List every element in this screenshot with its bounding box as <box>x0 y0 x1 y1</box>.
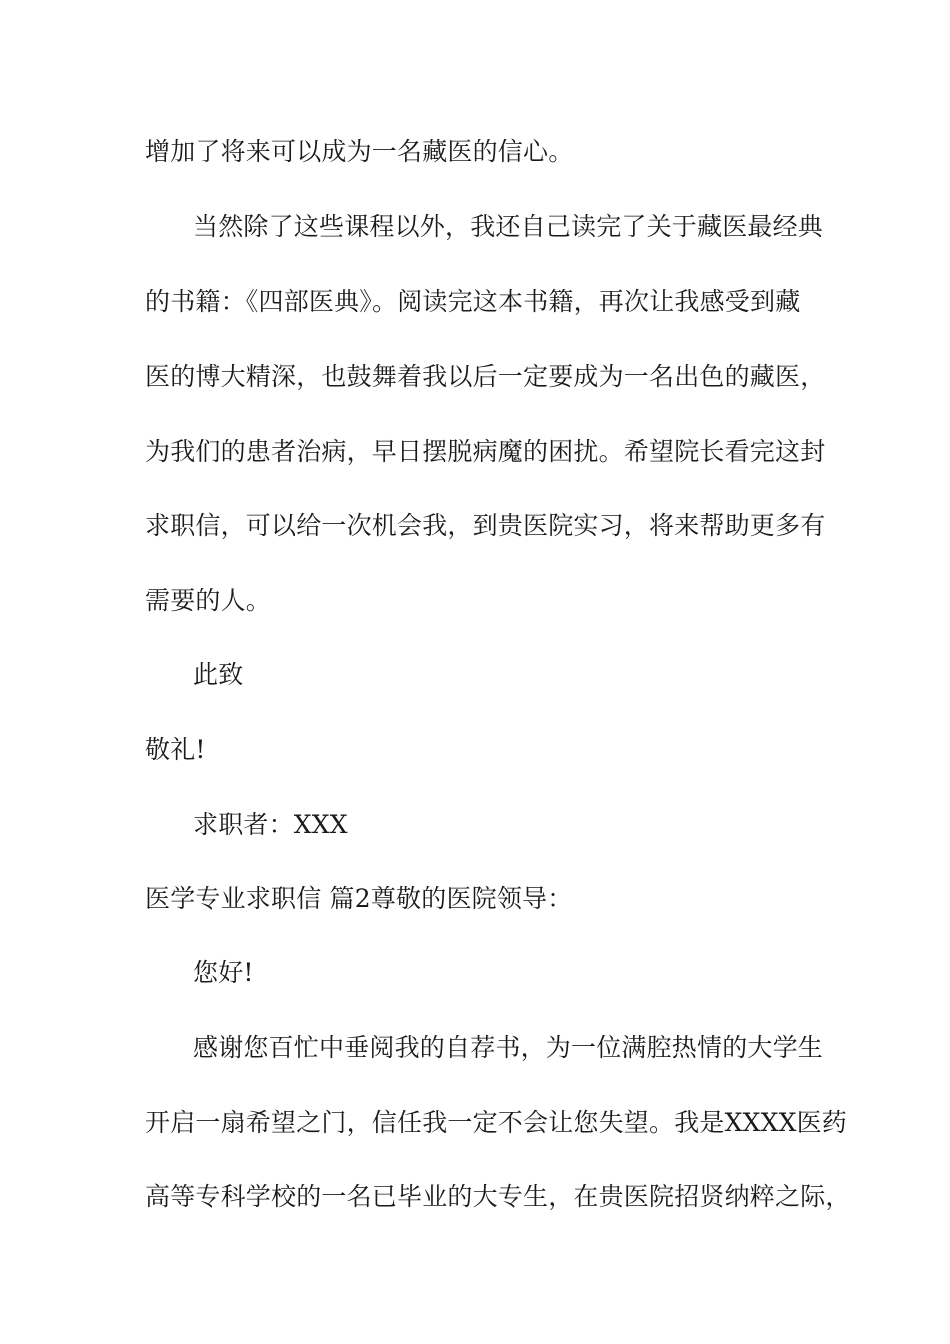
paragraph-line: 当然除了这些课程以外，我还自己读完了关于藏医最经典 <box>193 212 824 241</box>
paragraph-line: 为我们的患者治病，早日摆脱病魔的困扰。希望院长看完这封 <box>145 437 826 466</box>
paragraph-line: 增加了将来可以成为一名藏医的信心。 <box>145 137 574 166</box>
signature-line: 求职者：XXX <box>193 810 348 839</box>
paragraph-line: 的书籍：《四部医典》。阅读完这本书籍，再次让我感受到藏 <box>145 287 801 316</box>
paragraph-line: 高等专科学校的一名已毕业的大专生，在贵医院招贤纳粹之际， <box>145 1182 851 1211</box>
paragraph-line: 感谢您百忙中垂阅我的自荐书，为一位满腔热情的大学生 <box>193 1033 824 1062</box>
greeting: 您好! <box>193 958 254 987</box>
paragraph-line: 求职信，可以给一次机会我，到贵医院实习，将来帮助更多有 <box>145 511 826 540</box>
closing-salutation: 此致 <box>193 660 244 689</box>
paragraph-line: 需要的人。 <box>145 586 272 615</box>
paragraph-line: 医的博大精深，也鼓舞着我以后一定要成为一名出色的藏医， <box>145 362 826 391</box>
closing-regards: 敬礼! <box>145 735 206 764</box>
paragraph-line: 开启一扇希望之门，信任我一定不会让您失望。我是XXXX医药 <box>145 1108 847 1137</box>
section-heading: 医学专业求职信 篇2尊敬的医院领导： <box>145 884 573 913</box>
